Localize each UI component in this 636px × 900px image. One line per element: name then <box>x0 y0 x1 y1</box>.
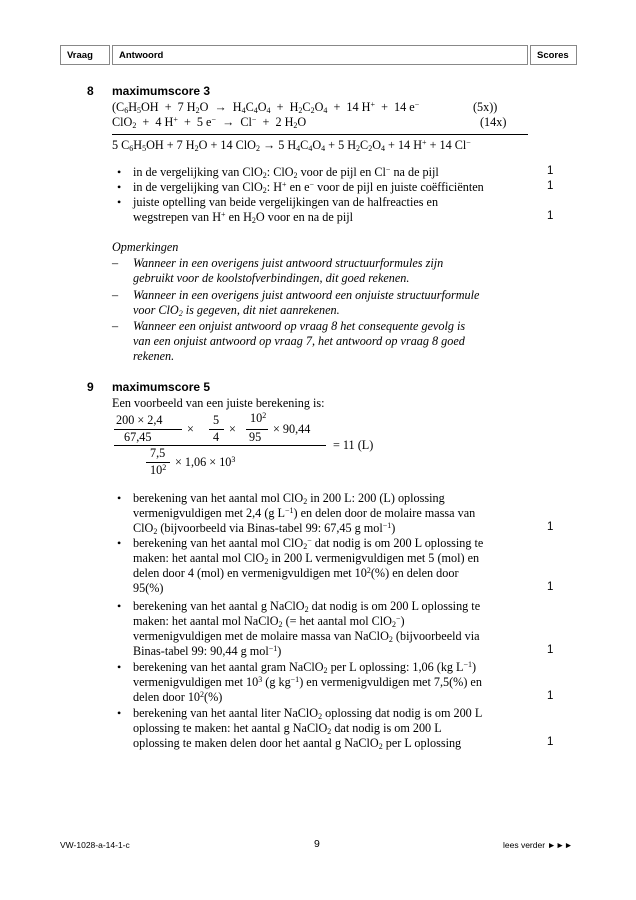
q8-criterion-3-score: 1 <box>547 210 554 222</box>
footer-next: lees verder ►►► <box>503 840 573 850</box>
dash-icon: – <box>112 256 119 270</box>
q9-criterion-1-line3: ClO$_2$ (bijvoorbeeld via Binas-tabel 99: 67,45 g mol$^{-1}$) <box>133 521 396 536</box>
q8-criterion-2: in de vergelijking van ClO$_2$: H+ en e− voor de pijl en juiste coëfficiënten <box>133 180 484 195</box>
header-scores: Scores <box>530 45 577 65</box>
q9-criterion-5-line2: oplossing te maken: het aantal g NaClO$_2$ dat nodig is om 200 L <box>133 721 442 736</box>
sum-line <box>112 134 528 135</box>
q8-number: 8 <box>87 84 94 98</box>
calc-g: 7,5 <box>150 446 166 460</box>
bullet-icon: • <box>117 491 122 505</box>
times-sign: × <box>229 422 236 436</box>
calc-c: 5 <box>213 413 220 427</box>
calc-b: 67,45 <box>124 430 152 444</box>
q8-criterion-1: in de vergelijking van ClO$_2$: ClO$_2$ voor de pijl en Cl− na de pijl <box>133 165 439 180</box>
footer-code: VW-1028-a-14-1-c <box>60 840 130 850</box>
q8-criterion-2-score: 1 <box>547 180 554 192</box>
q9-criterion-2-line4: 95(%) <box>133 581 164 595</box>
q8-criterion-3-line1: juiste optelling van beide vergelijkingen van de halfreacties en <box>133 195 439 209</box>
q8-remark-2-line1: Wanneer in een overigens juist antwoord een onjuiste structuurformule <box>133 288 480 302</box>
calc-h-text: × 1,06 × 10 <box>175 455 232 469</box>
dash-icon: – <box>112 288 119 302</box>
bullet-icon: • <box>117 536 122 550</box>
calc-result: = 11 (L) <box>333 438 374 452</box>
q8-remark-3-line1: Wanneer een onjuist antwoord op vraag 8 het consequente gevolg is <box>133 319 466 333</box>
calc-h: × $1,06 \times 10^3$ <box>175 455 236 469</box>
q9-criterion-2-score: 1 <box>547 581 554 593</box>
q9-criterion-3-line2: maken: het aantal mol NaClO$_2$ (= het aantal mol ClO$_2$−) <box>133 614 405 629</box>
calc-ten-squared-2: $10^2$ <box>150 463 167 477</box>
q8-remarks-title: Opmerkingen <box>112 240 179 254</box>
times-sign: × <box>187 422 194 436</box>
dash-icon: – <box>112 319 119 333</box>
q9-criterion-1-score: 1 <box>547 521 554 533</box>
q9-criterion-2-line2: maken: het aantal mol ClO$_2$ in 200 L vermenigvuldigen met 5 (mol) en <box>133 551 480 566</box>
q9-criterion-4-score: 1 <box>547 690 554 702</box>
q8-remark-2-line2: voor ClO$_2$ is gegeven, dit niet aanrekenen. <box>133 303 340 318</box>
q9-criterion-3-line4-text: Binas-tabel 99: 90,44 g mol <box>133 644 269 658</box>
page-number: 9 <box>314 838 320 850</box>
q8-remark-3-line3: rekenen. <box>133 349 175 363</box>
bullet-icon: • <box>117 660 122 674</box>
q9-title: maximumscore 5 <box>112 380 211 394</box>
q9-criterion-5-line1: berekening van het aantal liter NaClO$_2$ oplossing dat nodig is om 200 L <box>133 706 483 721</box>
bullet-icon: • <box>117 195 122 209</box>
header-vraag: Vraag <box>60 45 110 65</box>
q8-remark-3-line2: van een onjuist antwoord op vraag 7, het antwoord op vraag 8 goed <box>133 334 465 348</box>
q9-number: 9 <box>87 380 94 394</box>
bullet-icon: • <box>117 180 122 194</box>
q9-criterion-5-line3: oplossing te maken delen door het aantal g NaClO$_2$ per L oplossing <box>133 736 462 751</box>
calc-f: × 90,44 <box>273 422 311 436</box>
q9-intro: Een voorbeeld van een juiste berekening is: <box>112 396 325 410</box>
bullet-icon: • <box>117 165 122 179</box>
q8-remark-1-line2: gebruikt voor de koolstofverbindingen, dit goed rekenen. <box>133 271 410 285</box>
q9-criterion-3-line4: Binas-tabel 99: 90,44 g mol$^{-1}$) <box>133 644 282 658</box>
q9-criterion-3-line3: vermenigvuldigen met de molaire massa van NaClO$_2$ (bijvoorbeeld via <box>133 629 480 644</box>
header-antwoord: Antwoord <box>112 45 528 65</box>
q9-criterion-4-line2: vermenigvuldigen met $10^3$ (g $kg^{-1}$) en vermenigvuldigen met 7,5(%) en <box>133 675 482 689</box>
calc-d: 4 <box>213 430 220 444</box>
q8-equation-1: ($C_6H_5OH + 7$ $H_2O \to H_4C_4O_4 + H_2C_2O_4 + 14$ H+ + 14 e− <box>112 100 420 115</box>
q9-criterion-1-line1: berekening van het aantal mol ClO$_2$ in 200 L: 200 (L) oplossing <box>133 491 445 506</box>
q9-criterion-4-line1: berekening van het aantal gram NaClO$_2$ per L oplossing: 1,06 (kg $L^{-1}$) <box>133 660 477 675</box>
q8-criterion-3-line2-text: wegstrepen van H <box>133 210 221 224</box>
q9-criterion-2-line1: berekening van het aantal mol ClO$_2$− dat nodig is om 200 L oplossing te <box>133 536 484 551</box>
main-fraction-line <box>114 445 326 446</box>
q9-criterion-1-line2: vermenigvuldigen met 2,4 (g $L^{-1}$) en delen door de molaire massa van <box>133 506 476 520</box>
q9-criterion-5-score: 1 <box>547 736 554 748</box>
q9-criterion-2-line3: delen door 4 (mol) en vermenigvuldigen met $10^2(\%)$ en delen door <box>133 566 459 580</box>
calc-a: 200 × 2,4 <box>116 413 163 427</box>
q8-overall-equation: 5 $C_6H_5OH + 7$ $H_2O + 14$ ClO$_2$ → 5 $H_4C_4O_4 + 5$ $H_2C_2O_4 + 14$ H+ + 14 Cl− <box>112 138 471 153</box>
q8-criterion-3-line2: wegstrepen van H+ en $H_2O$ voor en na de pijl <box>133 210 354 225</box>
q8-remark-1-line1: Wanneer in een overigens juist antwoord structuurformules zijn <box>133 256 444 270</box>
q8-criterion-1-score: 1 <box>547 165 554 177</box>
q9-criterion-3-score: 1 <box>547 644 554 656</box>
calc-ten-squared: $10^2$ <box>250 411 267 425</box>
bullet-icon: • <box>117 599 122 613</box>
q9-criterion-3-line1: berekening van het aantal g NaClO$_2$ dat nodig is om 200 L oplossing te <box>133 599 481 614</box>
q8-title: maximumscore 3 <box>112 84 211 98</box>
calc-e: 95 <box>249 430 262 444</box>
bullet-icon: • <box>117 706 122 720</box>
q8-equation-2: ClO$_2$ + 4 H+ + 5 e− → Cl− + 2 $H_2O$ <box>112 115 307 130</box>
q9-criterion-4-line3: delen door $10^2(\%)$ <box>133 690 223 704</box>
q8-equation-2-multiplier: (14x) <box>480 115 507 129</box>
q8-equation-1-multiplier: (5x)) <box>473 100 498 114</box>
